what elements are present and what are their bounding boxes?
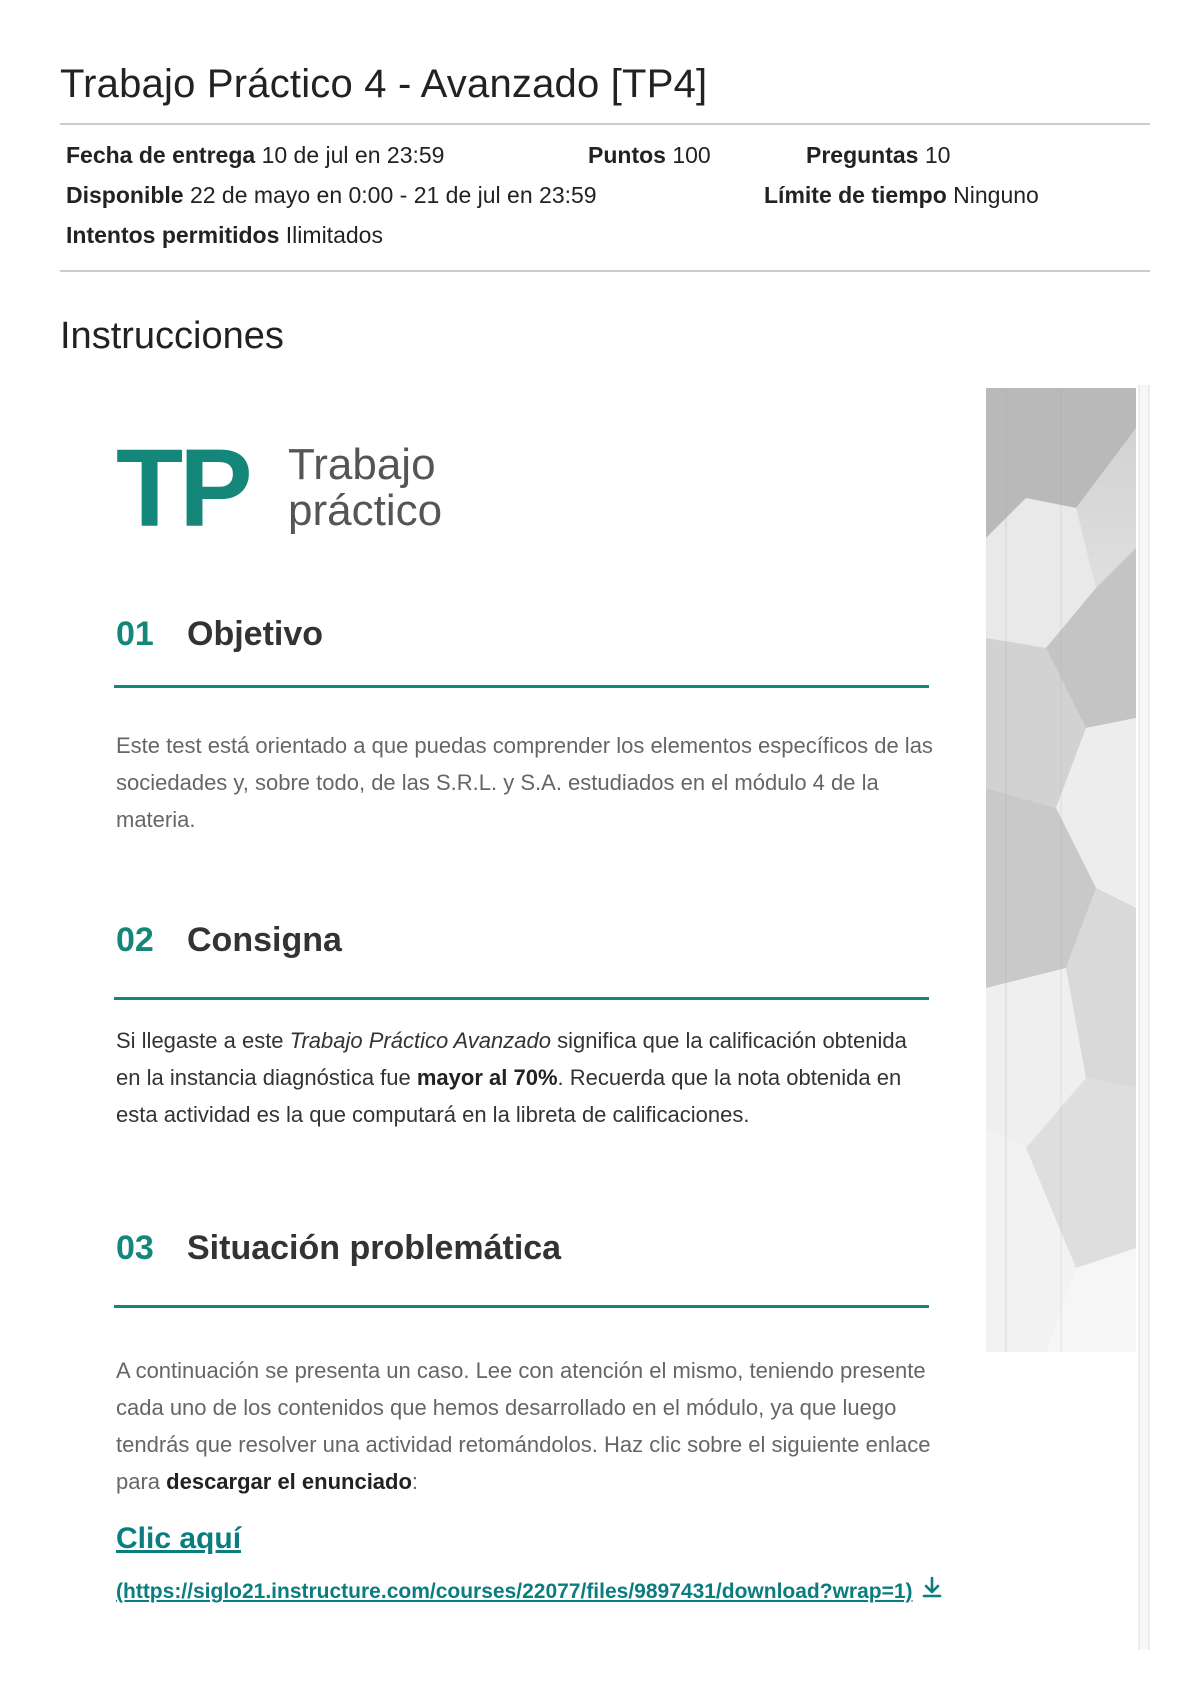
download-url-link[interactable]: [116, 1573, 946, 1611]
section-number-03: 03: [116, 1229, 154, 1267]
scrollbar-thumb[interactable]: [1140, 385, 1148, 1650]
tp-logo-line1: Trabajo: [288, 440, 436, 489]
decorative-photo: [986, 388, 1136, 1352]
meta-row-3: [66, 222, 383, 249]
content-scrollbar[interactable]: [1138, 385, 1150, 1650]
section-title-situacion: Situación problemática: [187, 1229, 562, 1267]
section-divider: [114, 997, 929, 1000]
tp-logo-line2: práctico: [288, 486, 443, 535]
consigna-text-bold: mayor al 70%: [416, 1065, 558, 1090]
available-value: 22 de mayo en 0:00 - 21 de jul en 23:59: [189, 182, 597, 208]
available: [66, 182, 597, 209]
attempts-label: Intentos permitidos: [66, 222, 280, 248]
section-divider: [114, 685, 929, 688]
consigna-text-3: . Recuerda que la nota obtenida en esta actividad es la que computará en la libreta de calificaciones.: [116, 1065, 902, 1127]
points-value: 100: [672, 142, 711, 168]
download-link[interactable]: Clic aquí: [116, 1522, 242, 1555]
meta-row-1: [66, 142, 1146, 174]
section-title-objetivo: Objetivo: [187, 615, 324, 653]
points: [588, 142, 711, 169]
section-number-02: 02: [116, 921, 154, 959]
questions: [806, 142, 950, 169]
time-limit-value: Ninguno: [953, 182, 1039, 208]
page-title: Trabajo Práctico 4 - Avanzado [TP4]: [60, 62, 708, 106]
meta-divider: [60, 270, 1150, 272]
available-label: Disponible: [66, 182, 184, 208]
due-date: [66, 142, 444, 169]
consigna-text-2: significa que la calificación obtenida en la instancia diagnóstica fue: [116, 1028, 907, 1090]
section-title-consigna: Consigna: [187, 921, 342, 959]
consigna-text-1: Si llegaste a este: [116, 1028, 290, 1053]
situacion-text: [116, 1352, 936, 1500]
time-limit-label: Límite de tiempo: [764, 182, 947, 208]
download-icon[interactable]: [921, 1573, 943, 1611]
points-label: Puntos: [588, 142, 666, 168]
meta-row-2: [66, 182, 1146, 214]
download-url[interactable]: (https://siglo21.instructure.com/courses/22077/files/9897431/download?wrap=1): [116, 1580, 913, 1603]
attempts-value: Ilimitados: [285, 222, 383, 248]
header-divider: [60, 123, 1150, 125]
due-date-value: 10 de jul en 23:59: [261, 142, 445, 168]
situacion-text-2: :: [411, 1469, 419, 1494]
situacion-text-1: A continuación se presenta un caso. Lee con atención el mismo, teniendo presente cada uno de los contenidos que hemos desarrollado en el módulo, ya que luego tendrás que resolver una actividad retomándolos. Haz clic sobre el siguiente enlace para: [116, 1358, 931, 1494]
section-divider: [114, 1305, 929, 1308]
objetivo-text: Este test está orientado a que puedas comprender los elementos específicos de las sociedades y, sobre todo, de las S.R.L. y S.A. estudiados en el módulo 4 de la materia.: [116, 733, 933, 832]
consigna-text-italic: Trabajo Práctico Avanzado: [289, 1028, 551, 1053]
instructions-heading: Instrucciones: [60, 315, 284, 357]
questions-label: Preguntas: [806, 142, 919, 168]
due-date-label: Fecha de entrega: [66, 142, 256, 168]
section-number-01: 01: [116, 615, 154, 653]
situacion-text-bold: descargar el enunciado: [166, 1469, 412, 1494]
tp-logo-text: [288, 442, 442, 534]
time-limit: [764, 182, 1039, 209]
questions-value: 10: [924, 142, 951, 168]
tp-logo-mark: TP: [116, 427, 249, 550]
architecture-pattern-icon: [986, 388, 1136, 1352]
consigna-text: [116, 1022, 936, 1133]
